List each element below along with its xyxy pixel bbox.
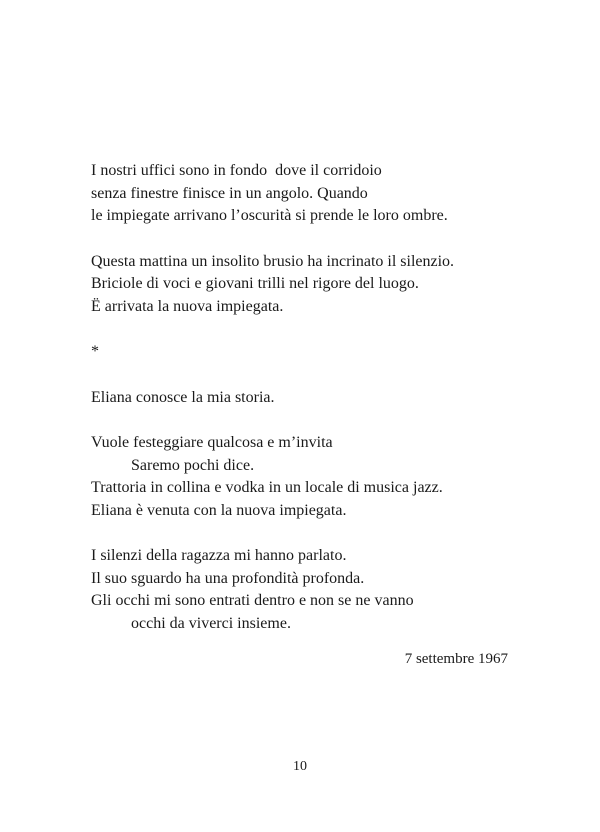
poem-line: le impiegate arrivano l’oscurità si prende le loro ombre. xyxy=(91,207,448,224)
poem-body xyxy=(91,160,521,658)
poem-line: Ë arrivata la nuova impiegata. xyxy=(91,297,284,315)
poem-line: Il suo sguardo ha una profondità profonda. xyxy=(91,569,365,587)
stanza-3 xyxy=(91,387,521,410)
poem-line: I silenzi della ragazza mi hanno parlato. xyxy=(91,547,347,564)
poem-line-indented: occhi da viverci insieme. xyxy=(131,614,291,632)
poem-line: Eliana conosce la mia storia. xyxy=(91,388,275,406)
poem-line: Vuole festeggiare qualcosa e m’invita xyxy=(91,434,333,451)
poem-line: Gli occhi mi sono entrati dentro e non se ne vanno xyxy=(91,592,414,609)
separator-asterisk: * xyxy=(91,343,99,360)
poem-line: Briciole di voci e giovani trilli nel rigore del luogo. xyxy=(91,275,419,292)
poem-line: Eliana è venuta con la nuova impiegata. xyxy=(91,501,347,519)
poem-line: I nostri uffici sono in fondo dove il corridoio xyxy=(91,162,382,179)
stanza-4 xyxy=(91,432,521,522)
poem-line-indented: Saremo pochi dice. xyxy=(131,456,255,474)
stanza-1 xyxy=(91,160,521,228)
poem-line: Trattoria in collina e vodka in un locale di musica jazz. xyxy=(91,479,443,496)
page-number: 10 xyxy=(293,759,307,774)
poem-line: senza finestre finisce in un angolo. Quando xyxy=(91,184,368,202)
section-separator xyxy=(91,341,521,364)
stanza-2 xyxy=(91,251,521,319)
poem-line: Questa mattina un insolito brusio ha incrinato il silenzio. xyxy=(91,252,455,270)
stanza-5 xyxy=(91,545,521,635)
poem-date: 7 settembre 1967 xyxy=(404,651,508,667)
